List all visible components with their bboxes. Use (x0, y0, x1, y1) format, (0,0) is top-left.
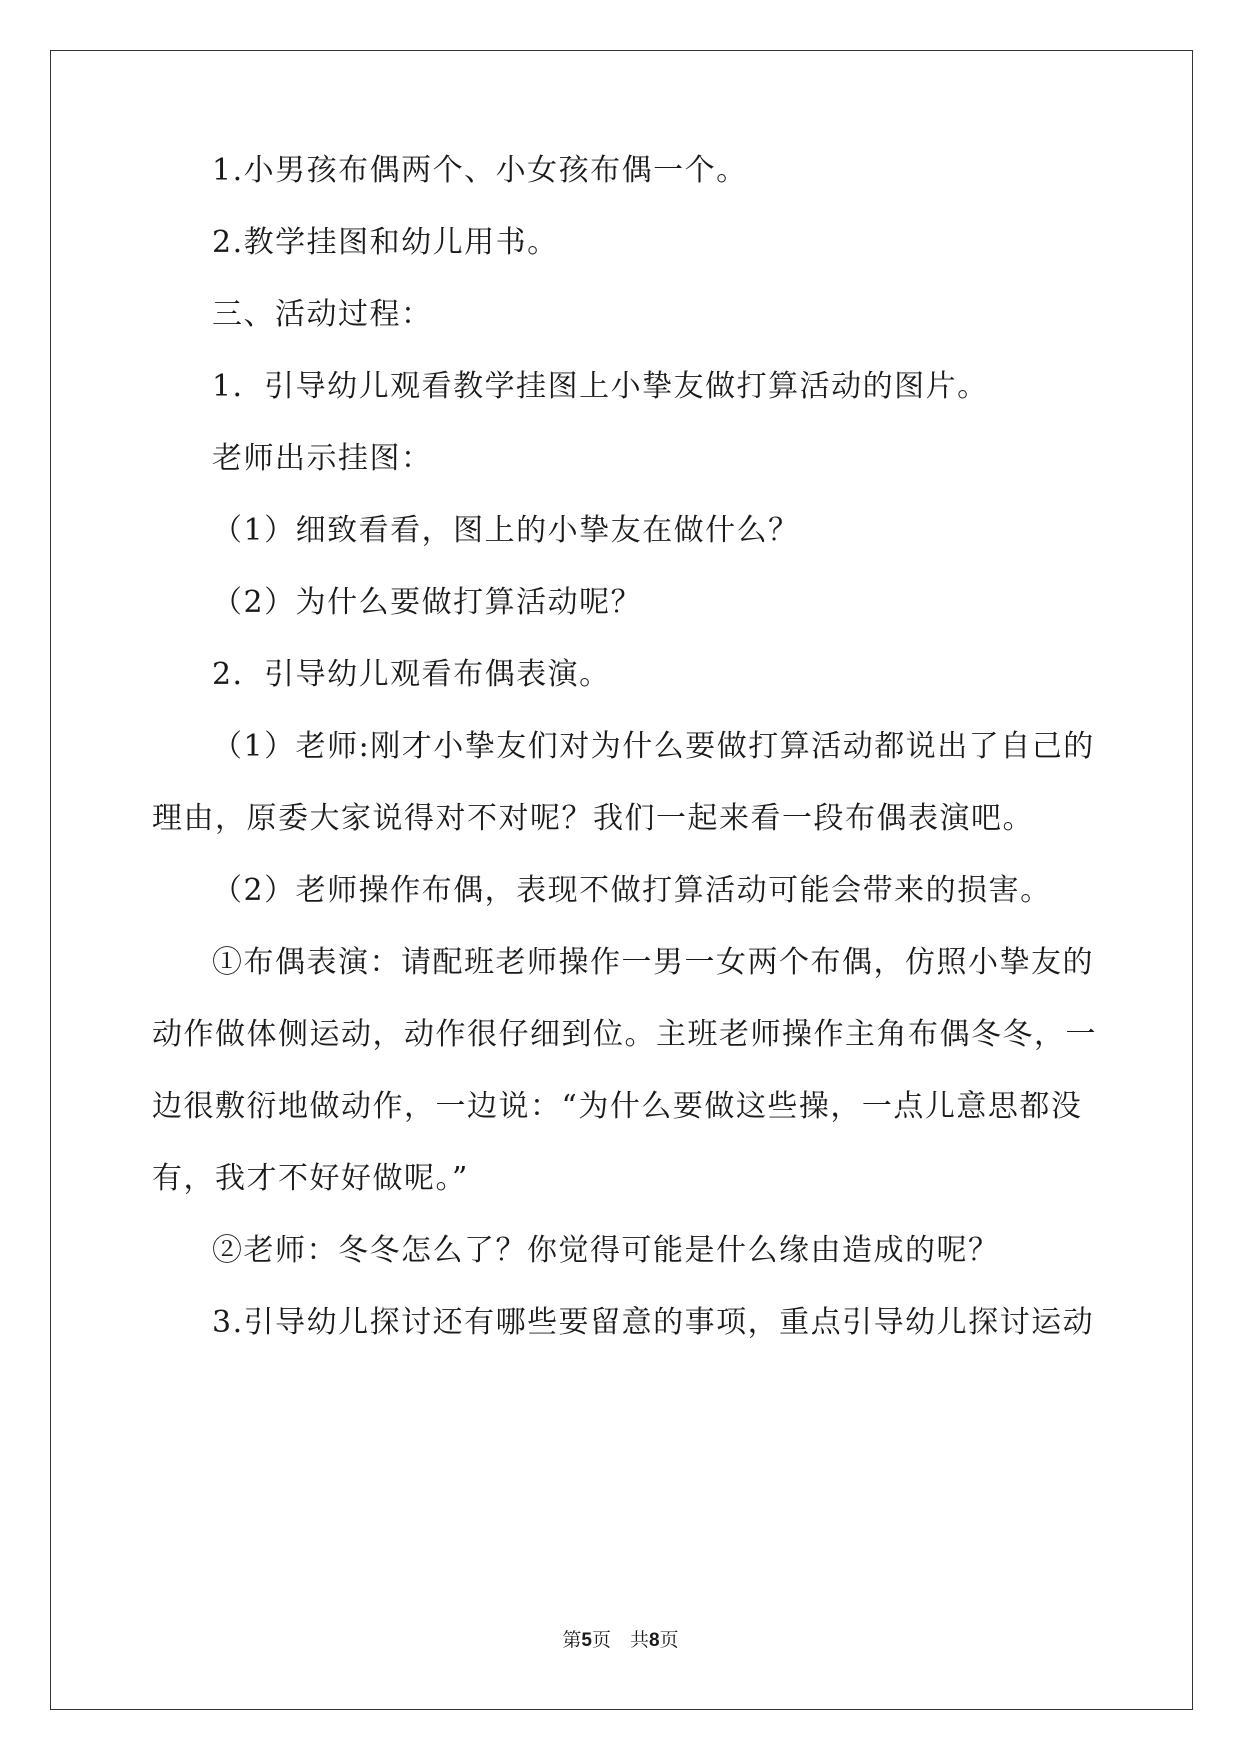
text-line: 2.教学挂图和幼儿用书。 (212, 225, 559, 260)
text-line: （1）细致看看，图上的小挚友在做什么？ (212, 513, 800, 548)
page-prefix: 第 (562, 1629, 582, 1651)
text-line: 有，我才不好好做呢。” (152, 1161, 469, 1196)
text-line: 1．引导幼儿观看教学挂图上小挚友做打算活动的图片。 (212, 369, 989, 404)
text-line: ①布偶表演：请配班老师操作一男一女两个布偶，仿照小挚友的 (212, 945, 1094, 980)
section-heading: 三、活动过程： (212, 297, 433, 332)
page-suffix: 页 (659, 1629, 679, 1651)
text-line: 边很敷衍地做动作，一边说：“为什么要做这些操，一点儿意思都没 (152, 1089, 1083, 1124)
text-line: 1.小男孩布偶两个、小女孩布偶一个。 (212, 153, 748, 188)
page-total: 8 (649, 1630, 660, 1651)
text-line: 动作做体侧运动，动作很仔细到位。主班老师操作主角布偶冬冬，一 (152, 1017, 1097, 1052)
page-current: 5 (581, 1630, 592, 1651)
text-line: 2．引导幼儿观看布偶表演。 (212, 657, 611, 692)
text-line: ②老师：冬冬怎么了？你觉得可能是什么缘由造成的呢？ (212, 1233, 1000, 1268)
page-mid: 页 共 (591, 1629, 649, 1651)
text-line: （1）老师:刚才小挚友们对为什么要做打算活动都说出了自己的 (212, 729, 1095, 764)
text-line: （2）老师操作布偶，表现不做打算活动可能会带来的损害。 (212, 873, 1052, 908)
text-line: 理由，原委大家说得对不对呢？我们一起来看一段布偶表演吧。 (152, 801, 1034, 836)
text-line: （2）为什么要做打算活动呢？ (212, 585, 643, 620)
page-footer (0, 1625, 1241, 1652)
text-line: 3.引导幼儿探讨还有哪些要留意的事项，重点引导幼儿探讨运动 (212, 1305, 1095, 1340)
text-line: 老师出示挂图： (212, 441, 433, 476)
